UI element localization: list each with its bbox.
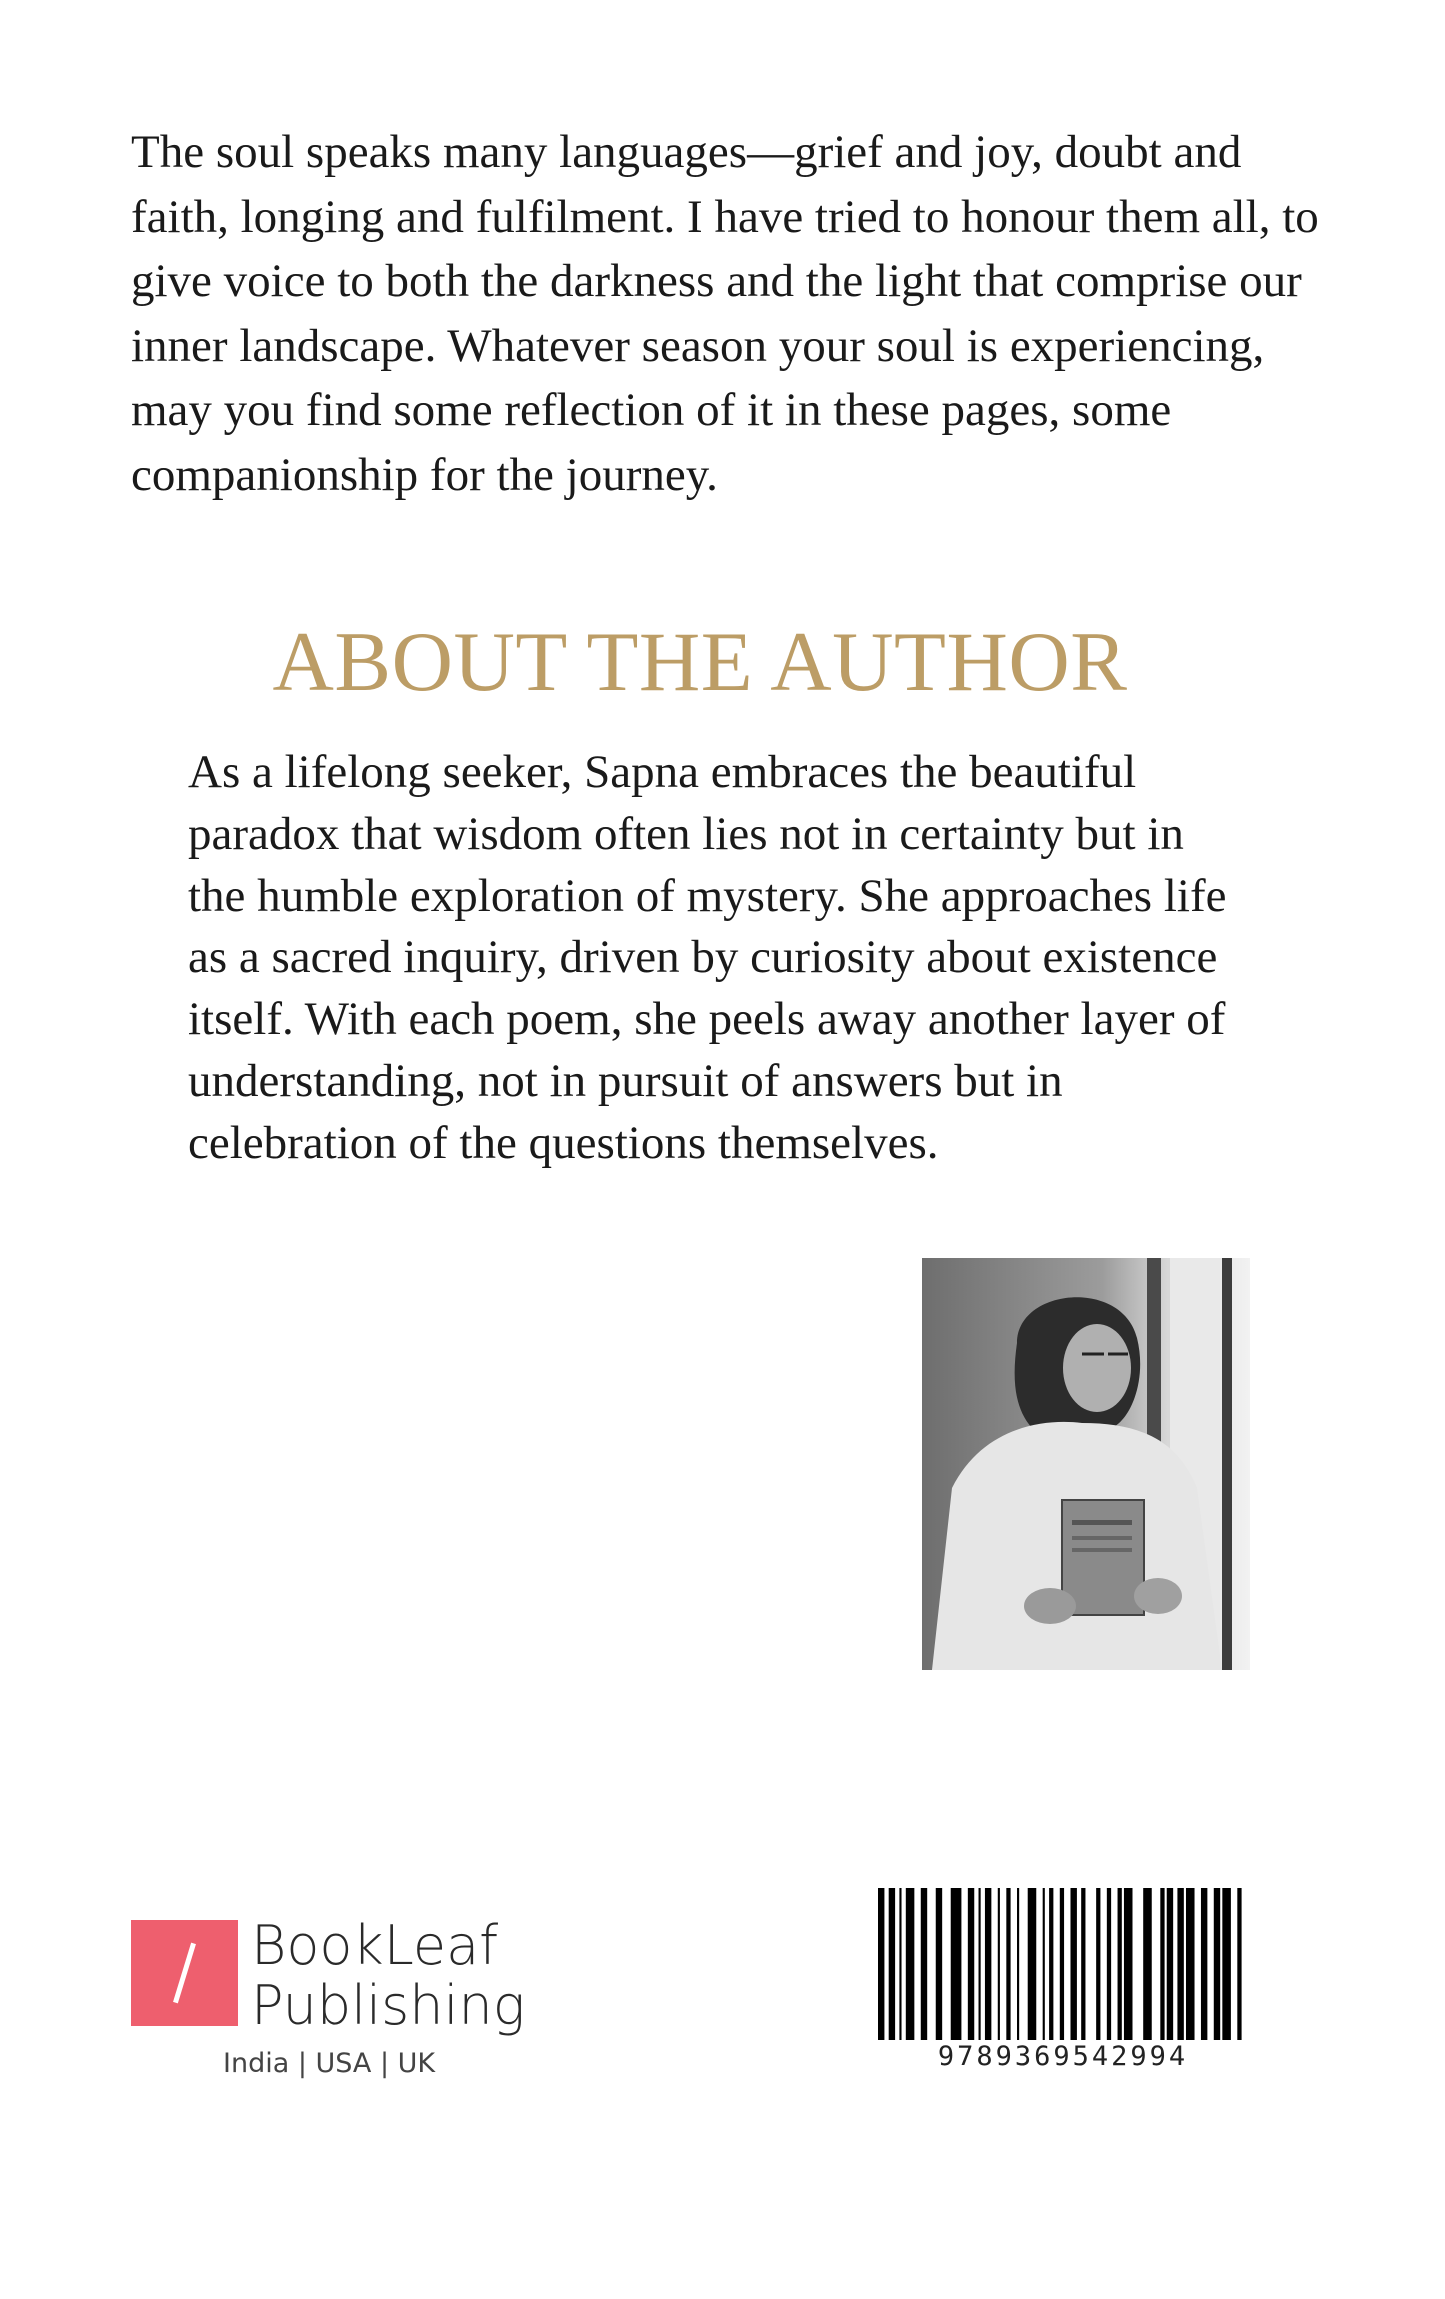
barcode-bar [889, 1888, 895, 2040]
barcode-bar [921, 1888, 927, 2040]
barcode-bar [936, 1888, 942, 2040]
barcode-bar [1028, 1888, 1037, 2040]
barcode-bar [1049, 1888, 1053, 2040]
barcode-bar [985, 1888, 991, 2040]
publisher-logo [131, 1914, 551, 2090]
slash-icon [173, 1943, 196, 2004]
intro-paragraph: The soul speaks many languages—grief and joy, doubt and faith, longing and fulfilment. I have tried to honour them all, to give voice to both the darkness and the light that comprise our inner landscape. Whatever season your soul is experiencing, may you find some reflection of it in these pages, some companionship for the journey. [131, 126, 1319, 501]
barcode-bar [968, 1888, 974, 2040]
barcode-bar [878, 1888, 884, 2040]
barcode-bar [998, 1888, 1000, 2040]
barcode-bar [1222, 1888, 1231, 2040]
barcode-bar [1043, 1888, 1045, 2040]
barcode-bar [1017, 1888, 1019, 2040]
publisher-name-line1: BookLeaf [251, 1914, 499, 1977]
barcode-bar [1143, 1888, 1152, 2040]
barcode-bar [1070, 1888, 1076, 2040]
barcode-bars [878, 1888, 1248, 2040]
publisher-name-line2: Publishing [251, 1974, 526, 2037]
isbn-number: 9789369542994 [937, 2041, 1189, 2072]
barcode-bar [1096, 1888, 1100, 2040]
barcode-bar [1177, 1888, 1183, 2040]
barcode-bar [1167, 1888, 1173, 2040]
publisher-logo-mark [131, 1920, 238, 2026]
about-author-paragraph: As a lifelong seeker, Sapna embraces the beautiful paradox that wisdom often lies not in certainty but in the humble exploration of mystery. She approaches life as a sacred inquiry, driven by curiosity about existence itself. With each poem, she peels away another layer of understanding, not in pursuit of answers but in celebration of the questions themselves. [188, 746, 1227, 1169]
barcode-bar [1214, 1888, 1220, 2040]
barcode-bar [1237, 1888, 1241, 2040]
barcode-bar [979, 1888, 981, 2040]
publisher-regions: India | USA | UK [223, 2048, 436, 2079]
barcode-bar [906, 1888, 915, 2040]
barcode-bar [1006, 1888, 1010, 2040]
about-author-heading: ABOUT THE AUTHOR [272, 615, 1128, 709]
barcode-bar [1060, 1888, 1064, 2040]
barcode-bar [1124, 1888, 1133, 2040]
barcode-bar [1107, 1888, 1111, 2040]
author-photo [922, 1258, 1250, 1670]
barcode-bar [1160, 1888, 1164, 2040]
barcode-bar [1118, 1888, 1122, 2040]
barcode-bar [1186, 1888, 1195, 2040]
publisher-name [251, 1916, 525, 2036]
barcode-bar [899, 1888, 901, 2040]
isbn-barcode [878, 1888, 1248, 2078]
barcode-bar [1201, 1888, 1207, 2040]
barcode-bar [951, 1888, 962, 2040]
barcode-bar [1081, 1888, 1085, 2040]
